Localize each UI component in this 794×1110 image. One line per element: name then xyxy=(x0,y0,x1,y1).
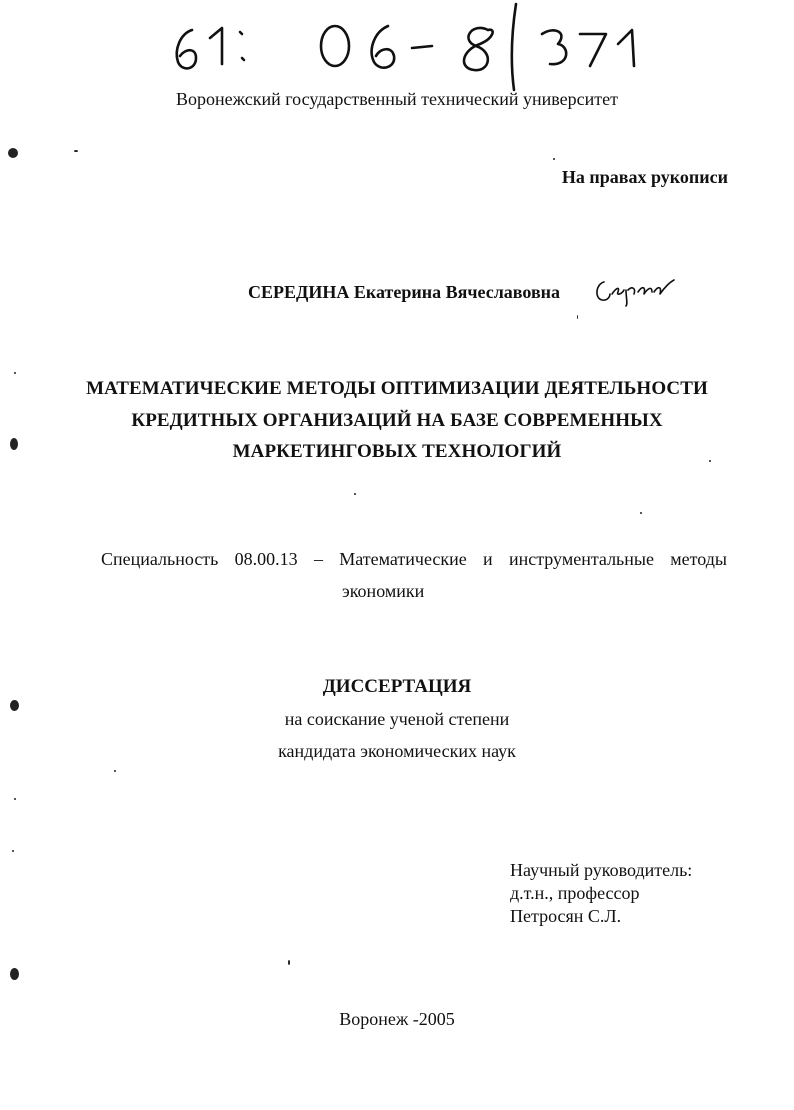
handwritten-archive-code xyxy=(150,0,670,95)
scan-speck xyxy=(14,372,16,374)
specialty-line: Специальность 08.00.13 – Математические и инструментальные методы xyxy=(101,549,727,569)
scan-speck xyxy=(577,315,578,319)
supervisor-credentials: д.т.н., профессор xyxy=(510,883,640,903)
dissertation-purpose: на соискание ученой степени xyxy=(284,709,510,729)
specialty-continuation: экономики xyxy=(342,581,425,601)
scan-speck xyxy=(640,512,642,514)
author-name: СЕРЕДИНА Екатерина Вячеславовна xyxy=(248,282,561,302)
dissertation-title-line-1: МАТЕМАТИЧЕСКИЕ МЕТОДЫ ОПТИМИЗАЦИИ ДЕЯТЕЛЬНОСТИ xyxy=(86,378,708,399)
scan-speck xyxy=(8,148,18,158)
scan-speck xyxy=(10,968,19,980)
scan-speck xyxy=(114,770,116,772)
dissertation-degree: кандидата экономических наук xyxy=(278,741,516,761)
manuscript-note: На правах рукописи xyxy=(561,167,728,187)
scan-speck xyxy=(74,150,78,152)
scan-speck xyxy=(14,798,16,800)
scan-speck xyxy=(354,493,356,495)
university-name: Воронежский государственный технический университет xyxy=(176,89,618,109)
scan-speck xyxy=(553,158,555,160)
dissertation-title-line-3: МАРКЕТИНГОВЫХ ТЕХНОЛОГИЙ xyxy=(232,441,562,462)
supervisor-role: Научный руководитель: xyxy=(510,860,693,880)
dissertation-label: ДИССЕРТАЦИЯ xyxy=(322,676,472,697)
city-year: Воронеж -2005 xyxy=(339,1009,455,1029)
supervisor-name: Петросян С.Л. xyxy=(510,906,622,926)
scan-speck xyxy=(10,700,19,711)
dissertation-title-line-2: КРЕДИТНЫХ ОРГАНИЗАЦИЙ НА БАЗЕ СОВРЕМЕННЫХ xyxy=(131,410,663,431)
scan-speck xyxy=(10,438,18,450)
author-signature xyxy=(592,272,682,308)
scan-speck xyxy=(709,460,711,462)
supervisor-block xyxy=(510,859,692,928)
scan-speck xyxy=(288,960,290,965)
scan-speck xyxy=(12,850,14,852)
